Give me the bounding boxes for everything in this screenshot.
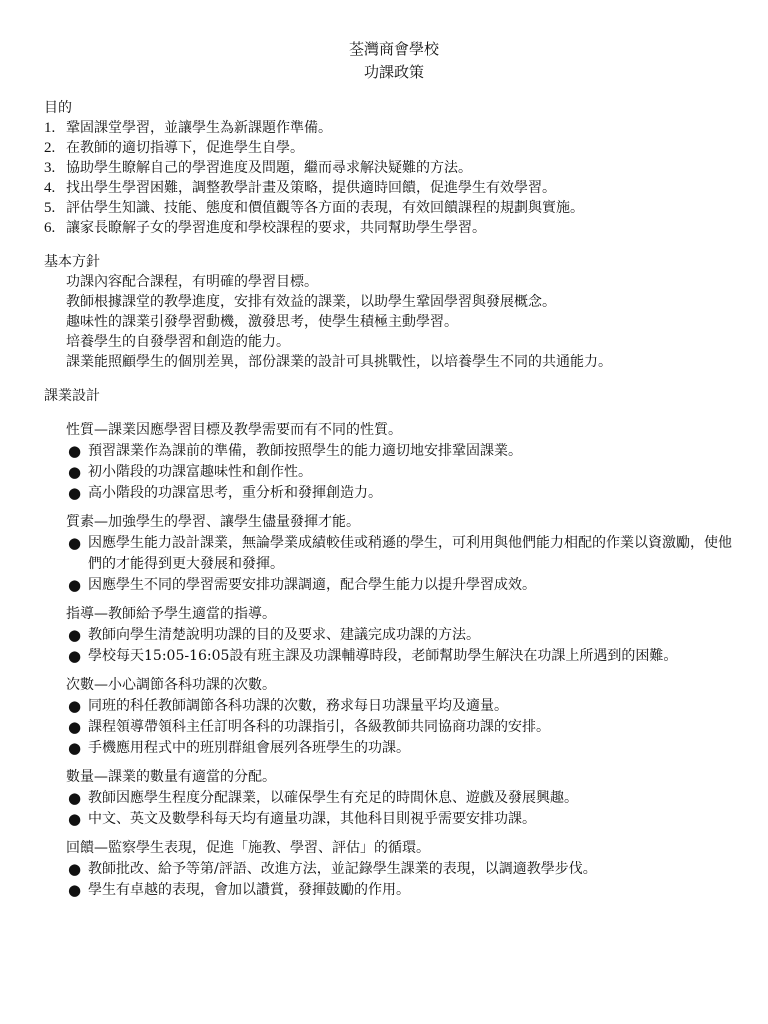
bullet-icon: ●: [68, 810, 82, 828]
group-heading: 指導—教師給予學生適當的指導。: [66, 606, 276, 622]
principles-list: [44, 272, 744, 372]
list-item: [44, 198, 744, 218]
title-block: [44, 38, 744, 84]
item-number: 4.: [44, 180, 56, 196]
bullet-icon: ●: [68, 881, 82, 899]
list-item: [44, 809, 744, 830]
policy-document: [44, 38, 744, 909]
item-number: 3.: [44, 160, 56, 176]
list-item: [44, 158, 744, 178]
principles-heading: 基本方針: [44, 254, 100, 270]
list-item: [44, 788, 744, 809]
bullet-icon: ●: [68, 718, 82, 736]
list-item: [44, 859, 744, 880]
principle-line: 趣味性的課業引發學習動機，激發思考，使學生積極主動學習。: [66, 314, 458, 330]
item-text: 因應學生不同的學習需要安排功課調適，配合學生能力以提升學習成效。: [88, 577, 536, 593]
list-item: [44, 646, 744, 667]
bullet-icon: ●: [68, 442, 82, 460]
group-heading: 質素—加強學生的學習、讓學生儘量發揮才能。: [66, 514, 360, 530]
bullet-icon: ●: [68, 484, 82, 502]
item-text: 高小階段的功課富思考，重分析和發揮創造力。: [88, 485, 382, 501]
item-text: 找出學生學習困難，調整教學計畫及策略，提供適時回饋，促進學生有效學習。: [66, 180, 556, 196]
item-text: 在教師的適切指導下，促進學生自學。: [66, 140, 304, 156]
item-number: 5.: [44, 200, 56, 216]
item-text: 讓家長瞭解子女的學習進度和學校課程的要求，共同幫助學生學習。: [66, 220, 486, 236]
design-group-feedback: [44, 838, 744, 901]
item-text: 課程領導帶領科主任訂明各科的功課指引，各級教師共同協商功課的安排。: [88, 719, 550, 735]
item-text: 教師向學生清楚說明功課的目的及要求、建議完成功課的方法。: [88, 627, 480, 643]
list-item: [44, 441, 744, 462]
principle-line: 課業能照顧學生的個別差異，部份課業的設計可具挑戰性，以培養學生不同的共通能力。: [66, 354, 612, 370]
purpose-heading: 目的: [44, 100, 72, 116]
item-text: 協助學生瞭解自己的學習進度及問題，繼而尋求解決疑難的方法。: [66, 160, 472, 176]
list-item: [44, 880, 744, 901]
list-item: [44, 462, 744, 483]
item-text: 同班的科任教師調節各科功課的次數，務求每日功課量平均及適量。: [88, 698, 508, 714]
school-name: 荃灣商會學校: [348, 40, 439, 58]
design-group-frequency: [44, 675, 744, 759]
bullet-icon: ●: [68, 697, 82, 715]
bullet-icon: ●: [68, 576, 82, 594]
item-text: 學生有卓越的表現，會加以讚賞，發揮鼓勵的作用。: [88, 882, 410, 898]
purpose-list: [44, 118, 744, 238]
design-group-nature: [44, 420, 744, 504]
bullet-icon: ●: [68, 739, 82, 757]
list-item: [44, 575, 744, 596]
design-heading: 課業設計: [44, 388, 100, 404]
item-text: 評估學生知識、技能、態度和價值觀等各方面的表現，有效回饋課程的規劃與實施。: [66, 200, 584, 216]
bullet-icon: ●: [68, 860, 82, 878]
principle-line: 教師根據課堂的教學進度，安排有效益的課業，以助學生鞏固學習與發展概念。: [66, 294, 556, 310]
item-text: 手機應用程式中的班別群組會展列各班學生的功課。: [88, 740, 410, 756]
item-text: 鞏固課堂學習，並讓學生為新課題作準備。: [66, 120, 332, 136]
list-item: [44, 738, 744, 759]
list-item: [44, 118, 744, 138]
list-item: [44, 717, 744, 738]
group-heading: 回饋—監察學生表現，促進「施教、學習、評估」的循環。: [66, 840, 430, 856]
list-item: [44, 696, 744, 717]
item-number: 6.: [44, 220, 56, 236]
list-item: [44, 625, 744, 646]
list-item: [44, 218, 744, 238]
item-text: 教師批改、給予等第/評語、改進方法，並記錄學生課業的表現，以調適教學步伐。: [88, 861, 597, 877]
bullet-icon: ●: [68, 534, 82, 552]
group-heading: 性質—課業因應學習目標及教學需要而有不同的性質。: [66, 422, 402, 438]
item-text: 初小階段的功課富趣味性和創作性。: [88, 464, 312, 480]
item-text: 預習課業作為課前的準備，教師按照學生的能力適切地安排鞏固課業。: [88, 443, 522, 459]
principle-line: 功課內容配合課程，有明確的學習目標。: [66, 274, 318, 290]
list-item: [44, 178, 744, 198]
design-group-quantity: [44, 767, 744, 830]
bullet-icon: ●: [68, 647, 82, 665]
item-text: 因應學生能力設計課業，無論學業成績較佳或稍遜的學生，可利用與他們能力相配的作業以資激勵，使他們的才能得到更大發展和發揮。: [88, 535, 732, 572]
list-item: [44, 483, 744, 504]
item-number: 1.: [44, 120, 56, 136]
list-item: [44, 533, 744, 575]
bullet-icon: ●: [68, 626, 82, 644]
bullet-icon: ●: [68, 789, 82, 807]
design-group-quality: [44, 512, 744, 596]
item-text: 教師因應學生程度分配課業，以確保學生有充足的時間休息、遊戲及發展興趣。: [88, 790, 578, 806]
group-heading: 數量—課業的數量有適當的分配。: [66, 769, 276, 785]
principle-line: 培養學生的自發學習和創造的能力。: [66, 334, 290, 350]
design-group-guidance: [44, 604, 744, 667]
item-text: 學校每天15:05-16:05設有班主課及功課輔導時段，老師幫助學生解決在功課上所遇到的困難。: [88, 648, 678, 664]
list-item: [44, 138, 744, 158]
item-text: 中文、英文及數學科每天均有適量功課，其他科目則視乎需要安排功課。: [88, 811, 536, 827]
document-title: 功課政策: [363, 63, 424, 81]
bullet-icon: ●: [68, 463, 82, 481]
item-number: 2.: [44, 140, 56, 156]
group-heading: 次數—小心調節各科功課的次數。: [66, 677, 276, 693]
